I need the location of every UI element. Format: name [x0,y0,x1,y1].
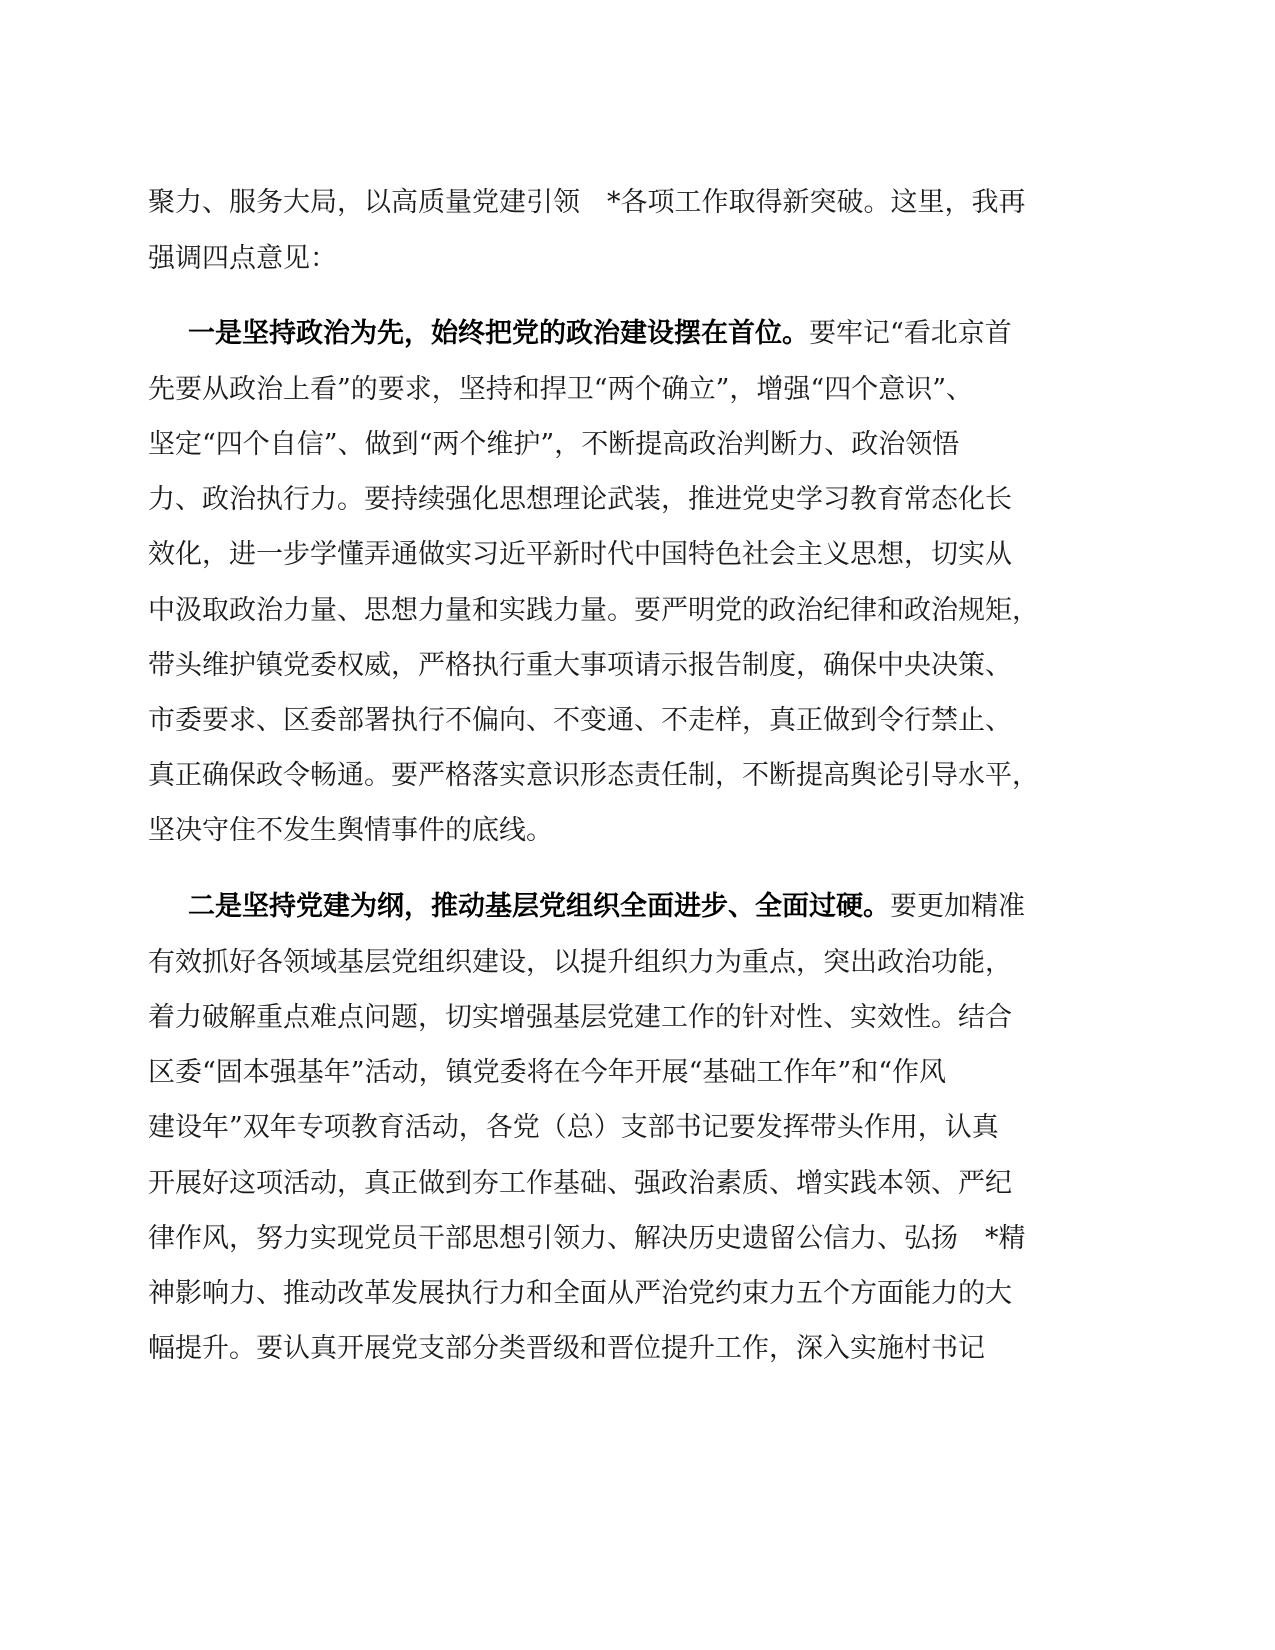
text-line: 建设年”双年专项教育活动，各党（总）支部书记要发挥带头作用，认真 [148,1112,999,1143]
text-line: 先要从政治上看”的要求，坚持和捍卫“两个确立”，增强“四个意识”、 [148,374,974,405]
text-line: 中汲取政治力量、思想力量和实践力量。要严明党的政治纪律和政治规矩， [148,595,1039,626]
text-line: 坚定“四个自信”、做到“两个维护”，不断提高政治判断力、政治领悟 [148,429,960,460]
text-line: 力、政治执行力。要持续强化思想理论武装，推进党史学习教育常态化长 [148,484,1012,515]
paragraph-heading-line: 一是坚持政治为先，始终把党的政治建设摆在首位。要牢记“看北京首 [188,318,1012,349]
text-line: 开展好这项活动，真正做到夯工作基础、强政治素质、增实践本领、严纪 [148,1168,1012,1199]
text-line: 区委“固本强基年”活动，镇党委将在今年开展“基础工作年”和“作风 [148,1057,947,1088]
text-line: 律作风，努力实现党员干部思想引领力、解决历史遗留公信力、弘扬 *精 [148,1223,1026,1254]
text-line: 幅提升。要认真开展党支部分类晋级和晋位提升工作，深入实施村书记 [148,1333,985,1364]
text-line: 聚力、服务大局，以高质量党建引领 *各项工作取得新突破。这里，我再 [148,187,1026,218]
text-line: 真正确保政令畅通。要严格落实意识形态责任制，不断提高舆论引导水平， [148,760,1039,791]
text-line: 强调四点意见： [148,243,337,274]
text-line: 带头维护镇党委权威，严格执行重大事项请示报告制度，确保中央决策、 [148,650,1012,681]
text-line: 神影响力、推动改革发展执行力和全面从严治党约束力五个方面能力的大 [148,1278,1012,1309]
text-line: 着力破解重点难点问题，切实增强基层党建工作的针对性、实效性。结合 [148,1002,1012,1033]
text-line: 有效抓好各领域基层党组织建设，以提升组织力为重点，突出政治功能， [148,947,1012,978]
paragraph-heading-line: 二是坚持党建为纲，推动基层党组织全面进步、全面过硬。要更加精准 [188,891,1025,922]
section-heading: 一是坚持政治为先，始终把党的政治建设摆在首位。 [188,318,809,349]
text-line: 市委要求、区委部署执行不偏向、不变通、不走样，真正做到令行禁止、 [148,705,1012,736]
section-heading: 二是坚持党建为纲，推动基层党组织全面进步、全面过硬。 [188,891,890,922]
text-line: 效化，进一步学懂弄通做实习近平新时代中国特色社会主义思想，切实从 [148,539,1012,570]
text-line: 坚决守住不发生舆情事件的底线。 [148,815,553,846]
